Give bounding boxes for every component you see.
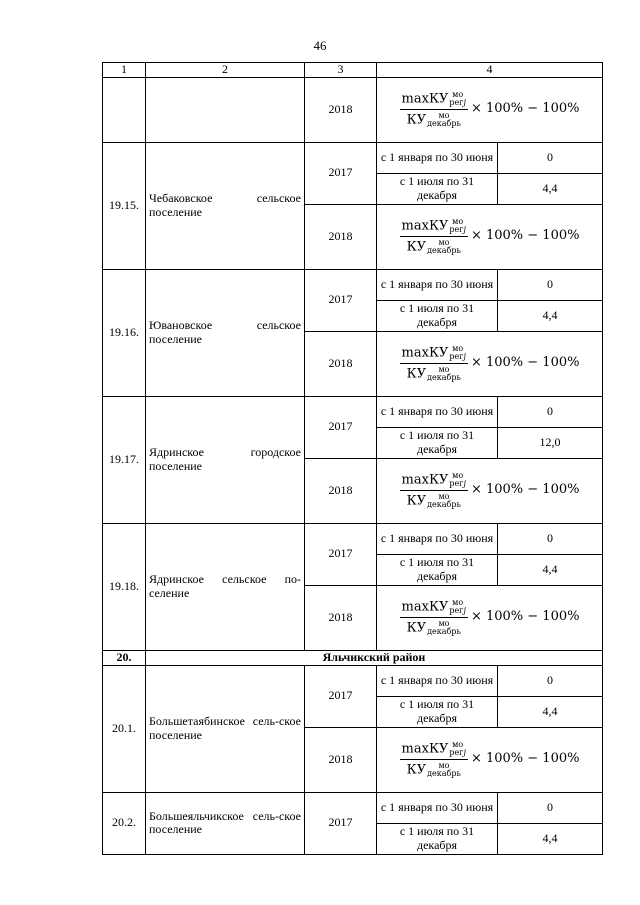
formula-max: max	[401, 218, 429, 234]
year-cell: 2017	[305, 269, 377, 331]
formula-max: max	[401, 741, 429, 757]
value-cell: 4,4	[498, 823, 603, 854]
formula-fraction	[400, 218, 468, 256]
year-cell: 2018	[305, 458, 377, 523]
year-cell: 2017	[305, 665, 377, 727]
formula-sub-j: j	[463, 747, 466, 757]
formula-indices	[449, 599, 466, 615]
formula-indices	[449, 472, 466, 488]
period-cell: с 1 июля по 31 декабря	[377, 300, 498, 331]
formula-sub-reg: рег	[449, 605, 464, 615]
period-cell: с 1 января по 30 июня	[377, 665, 498, 696]
formula-cell	[377, 331, 603, 396]
formula-max: max	[401, 91, 429, 107]
row-number: 19.18.	[103, 523, 146, 650]
value-cell: 0	[498, 792, 603, 823]
formula-cell	[377, 77, 603, 142]
formula-indices	[449, 218, 466, 234]
formula-fraction	[400, 91, 468, 129]
year-cell: 2017	[305, 142, 377, 204]
year-cell: 2018	[305, 204, 377, 269]
table-row	[103, 665, 603, 696]
year-cell: 2017	[305, 792, 377, 854]
formula-sub-j: j	[463, 224, 466, 234]
formula-sub-reg: рег	[449, 478, 464, 488]
formula-sup: мо	[452, 739, 464, 749]
formula-base: КУ	[406, 239, 427, 255]
formula-tail: × 100% − 100%	[470, 609, 580, 625]
formula-indices	[449, 345, 466, 361]
formula-base: КУ	[428, 472, 449, 488]
formula-denominator	[405, 491, 463, 509]
formula-denominator	[405, 110, 463, 128]
formula-sup: мо	[438, 761, 450, 771]
formula-sup: мо	[452, 216, 464, 226]
tariff-table	[102, 62, 603, 855]
formula-denominator	[405, 364, 463, 382]
formula-indices	[427, 493, 461, 509]
formula-sub-reg: рег	[449, 351, 464, 361]
table-row	[103, 523, 603, 554]
value-cell: 0	[498, 269, 603, 300]
settlement-name: Чебаковское сельское поселение	[146, 142, 305, 269]
formula-base: КУ	[428, 741, 449, 757]
period-cell: с 1 января по 30 июня	[377, 396, 498, 427]
period-cell: с 1 января по 30 июня	[377, 269, 498, 300]
year-cell: 2017	[305, 523, 377, 585]
formula-denominator	[405, 618, 463, 636]
settlement-name: Большетаябинское сель-ское поселение	[146, 665, 305, 792]
settlement-name: Ядринское городское поселение	[146, 396, 305, 523]
value-cell: 0	[498, 396, 603, 427]
section-row	[103, 650, 603, 665]
value-cell: 12,0	[498, 427, 603, 458]
formula-sub-december: декабрь	[427, 627, 461, 637]
formula-fraction	[400, 345, 468, 383]
formula-sup: мо	[438, 111, 450, 121]
value-cell: 4,4	[498, 696, 603, 727]
formula-denominator	[405, 760, 463, 778]
formula-numerator	[400, 472, 468, 491]
value-cell: 0	[498, 665, 603, 696]
formula-indices	[449, 741, 466, 757]
formula-sup: мо	[438, 238, 450, 248]
formula-sup: мо	[452, 343, 464, 353]
period-cell: с 1 июля по 31 декабря	[377, 173, 498, 204]
header-row	[103, 63, 603, 78]
formula-sub	[449, 353, 466, 361]
formula-denominator	[405, 237, 463, 255]
value-cell: 4,4	[498, 173, 603, 204]
formula-sub-december: декабрь	[427, 119, 461, 129]
year-cell: 2018	[305, 77, 377, 142]
formula-tail: × 100% − 100%	[470, 101, 580, 117]
row-number: 19.16.	[103, 269, 146, 396]
period-cell: с 1 июля по 31 декабря	[377, 823, 498, 854]
formula-numerator	[400, 218, 468, 237]
formula-sup: мо	[438, 619, 450, 629]
formula-sub-december: декабрь	[427, 769, 461, 779]
formula-max: max	[401, 472, 429, 488]
formula-base: КУ	[428, 91, 449, 107]
formula-sub-reg: рег	[449, 97, 464, 107]
empty-cell	[146, 77, 305, 142]
formula-sub	[449, 99, 466, 107]
formula-sub	[449, 480, 466, 488]
table-row	[103, 792, 603, 823]
formula-base: КУ	[406, 762, 427, 778]
formula-sup: мо	[452, 89, 464, 99]
table-row	[103, 142, 603, 173]
formula-cell	[377, 458, 603, 523]
formula-sub	[449, 226, 466, 234]
formula-numerator	[400, 345, 468, 364]
formula-sub	[449, 607, 466, 615]
formula-sup: мо	[452, 597, 464, 607]
formula-sup: мо	[438, 365, 450, 375]
formula-base: КУ	[428, 599, 449, 615]
formula-indices	[427, 366, 461, 382]
formula-indices	[449, 91, 466, 107]
value-cell: 4,4	[498, 554, 603, 585]
row-number: 19.17.	[103, 396, 146, 523]
formula-base: КУ	[428, 345, 449, 361]
formula-tail: × 100% − 100%	[470, 751, 580, 767]
formula-base: КУ	[428, 218, 449, 234]
year-cell: 2018	[305, 727, 377, 792]
table-row	[103, 396, 603, 427]
section-title: Яльчикский район	[146, 650, 603, 665]
formula-indices	[427, 620, 461, 636]
formula-sup: мо	[438, 492, 450, 502]
formula-max: max	[401, 345, 429, 361]
formula-cell	[377, 727, 603, 792]
formula-numerator	[400, 91, 468, 110]
value-cell: 4,4	[498, 300, 603, 331]
formula-fraction	[400, 741, 468, 779]
period-cell: с 1 июля по 31 декабря	[377, 427, 498, 458]
formula-sub-reg: рег	[449, 747, 464, 757]
formula-base: КУ	[406, 620, 427, 636]
settlement-name: Ядринское сельское по-селение	[146, 523, 305, 650]
period-cell: с 1 января по 30 июня	[377, 792, 498, 823]
formula-sub-j: j	[463, 351, 466, 361]
column-header: 2	[146, 63, 305, 78]
period-cell: с 1 июля по 31 декабря	[377, 554, 498, 585]
formula-indices	[427, 762, 461, 778]
formula-sub-j: j	[463, 478, 466, 488]
formula-base: КУ	[406, 366, 427, 382]
formula-fraction	[400, 472, 468, 510]
year-cell: 2018	[305, 331, 377, 396]
period-cell: с 1 июля по 31 декабря	[377, 696, 498, 727]
formula-sub-j: j	[463, 97, 466, 107]
table-row	[103, 269, 603, 300]
formula-cell	[377, 585, 603, 650]
formula-tail: × 100% − 100%	[470, 482, 580, 498]
row-number: 20.1.	[103, 665, 146, 792]
formula-sub-december: декабрь	[427, 500, 461, 510]
formula-sub	[449, 749, 466, 757]
row-number: 20.2.	[103, 792, 146, 854]
formula-base: КУ	[406, 493, 427, 509]
continued-row	[103, 77, 603, 142]
formula-sub-j: j	[463, 605, 466, 615]
year-cell: 2017	[305, 396, 377, 458]
formula-indices	[427, 112, 461, 128]
value-cell: 0	[498, 142, 603, 173]
period-cell: с 1 января по 30 июня	[377, 523, 498, 554]
formula-indices	[427, 239, 461, 255]
formula-max: max	[401, 599, 429, 615]
formula-tail: × 100% − 100%	[470, 355, 580, 371]
column-header: 4	[377, 63, 603, 78]
formula-sub-reg: рег	[449, 224, 464, 234]
formula-fraction	[400, 599, 468, 637]
formula-base: КУ	[406, 112, 427, 128]
formula-numerator	[400, 741, 468, 760]
empty-cell	[103, 77, 146, 142]
formula-sub-december: декабрь	[427, 246, 461, 256]
row-number: 19.15.	[103, 142, 146, 269]
column-header: 3	[305, 63, 377, 78]
formula-tail: × 100% − 100%	[470, 228, 580, 244]
formula-sub-december: декабрь	[427, 373, 461, 383]
formula-numerator	[400, 599, 468, 618]
section-number: 20.	[103, 650, 146, 665]
column-header: 1	[103, 63, 146, 78]
settlement-name: Ювановское сельское поселение	[146, 269, 305, 396]
value-cell: 0	[498, 523, 603, 554]
settlement-name: Большеяльчикское сель-ское поселение	[146, 792, 305, 854]
period-cell: с 1 января по 30 июня	[377, 142, 498, 173]
formula-cell	[377, 204, 603, 269]
formula-sup: мо	[452, 470, 464, 480]
page-number: 46	[313, 38, 327, 53]
year-cell: 2018	[305, 585, 377, 650]
